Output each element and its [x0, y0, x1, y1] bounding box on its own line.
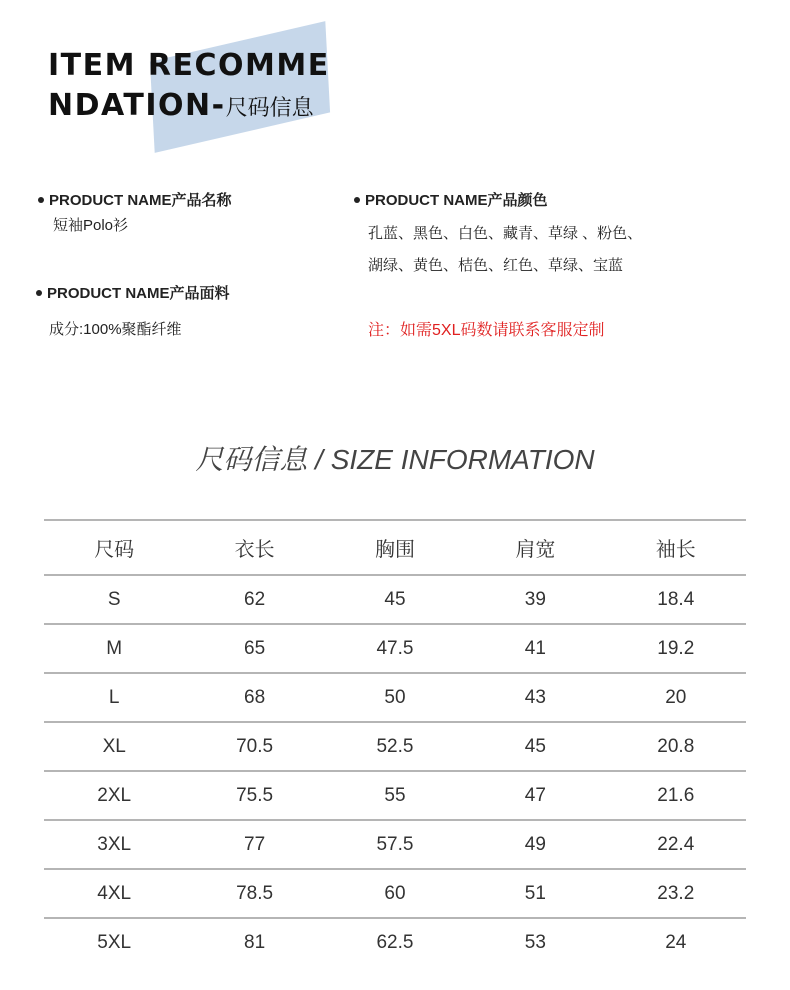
- table-cell: 60: [325, 869, 465, 918]
- size-table: [44, 519, 746, 966]
- column-header: 尺码: [44, 520, 184, 575]
- product-color-label: [354, 189, 548, 210]
- bullet-icon: [38, 197, 44, 203]
- table-cell: 49: [465, 820, 605, 869]
- title-line-1: ITEM RECOMME: [48, 48, 330, 83]
- table-cell: M: [44, 624, 184, 673]
- custom-size-note: 注：如需5XL码数请联系客服定制: [368, 322, 605, 339]
- product-name-value: 短袖Polo衫: [53, 217, 129, 234]
- title-line-2: [48, 86, 330, 129]
- title-cn: 尺码信息: [225, 96, 314, 121]
- table-cell: 45: [325, 575, 465, 624]
- table-cell: 22.4: [606, 820, 746, 869]
- table-cell: 41: [465, 624, 605, 673]
- table-row: [44, 624, 746, 673]
- table-cell: 50: [325, 673, 465, 722]
- table-cell: 2XL: [44, 771, 184, 820]
- colors-line-1: 孔蓝、黑色、白色、藏青、草绿 、粉色、: [368, 225, 643, 242]
- column-header: 衣长: [184, 520, 324, 575]
- table-cell: 55: [325, 771, 465, 820]
- table-cell: 77: [184, 820, 324, 869]
- table-cell: 20.8: [606, 722, 746, 771]
- table-row: [44, 722, 746, 771]
- table-cell: 81: [244, 931, 266, 953]
- table-cell: 5XL: [97, 931, 132, 953]
- table-cell: 24: [665, 931, 687, 953]
- table-cell: 47.5: [325, 624, 465, 673]
- product-fabric-label: [36, 282, 230, 303]
- table-cell: 53: [524, 931, 546, 953]
- table-cell: S: [44, 575, 184, 624]
- page-title: [48, 46, 330, 129]
- table-row: [44, 918, 746, 966]
- table-cell: 39: [465, 575, 605, 624]
- colors-line-2: 湖绿、黄色、桔色、红色、草绿、宝蓝: [368, 257, 624, 274]
- table-row: [44, 820, 746, 869]
- table-row: [44, 771, 746, 820]
- table-cell: 4XL: [44, 869, 184, 918]
- bullet-icon: [354, 197, 360, 203]
- table-cell: 43: [465, 673, 605, 722]
- table-cell: 65: [184, 624, 324, 673]
- table-cell: 3XL: [44, 820, 184, 869]
- table-cell: L: [44, 673, 184, 722]
- product-fabric-label-text: PRODUCT NAME产品面料: [47, 285, 230, 302]
- table-cell: 45: [465, 722, 605, 771]
- table-cell: 51: [465, 869, 605, 918]
- product-name-label: [38, 189, 232, 210]
- table-cell: 52.5: [325, 722, 465, 771]
- table-cell: 70.5: [184, 722, 324, 771]
- product-color-label-text: PRODUCT NAME产品颜色: [365, 192, 548, 209]
- table-cell: XL: [44, 722, 184, 771]
- table-cell: 75.5: [184, 771, 324, 820]
- column-header: 袖长: [606, 520, 746, 575]
- table-cell: 21.6: [606, 771, 746, 820]
- table-cell: 18.4: [606, 575, 746, 624]
- product-colors: [368, 218, 642, 282]
- table-cell: 20: [606, 673, 746, 722]
- bullet-icon: [36, 290, 42, 296]
- table-row: [44, 869, 746, 918]
- table-cell: 47: [465, 771, 605, 820]
- table-row: [44, 673, 746, 722]
- size-table-header-row: [44, 520, 746, 575]
- column-header: 胸围: [325, 520, 465, 575]
- table-cell: 23.2: [606, 869, 746, 918]
- table-cell: 68: [184, 673, 324, 722]
- table-cell: 19.2: [606, 624, 746, 673]
- title-line-2-en: NDATION-: [48, 88, 226, 123]
- size-section-heading: 尺码信息 / SIZE INFORMATION: [195, 444, 595, 475]
- table-cell: 78.5: [184, 869, 324, 918]
- table-cell: 57.5: [325, 820, 465, 869]
- column-header: 肩宽: [465, 520, 605, 575]
- table-row: [44, 575, 746, 624]
- table-cell: 62: [184, 575, 324, 624]
- product-name-label-text: PRODUCT NAME产品名称: [49, 192, 232, 209]
- product-fabric-value: 成分:100%聚酯纤维: [49, 321, 182, 338]
- table-cell: 62.5: [376, 931, 414, 953]
